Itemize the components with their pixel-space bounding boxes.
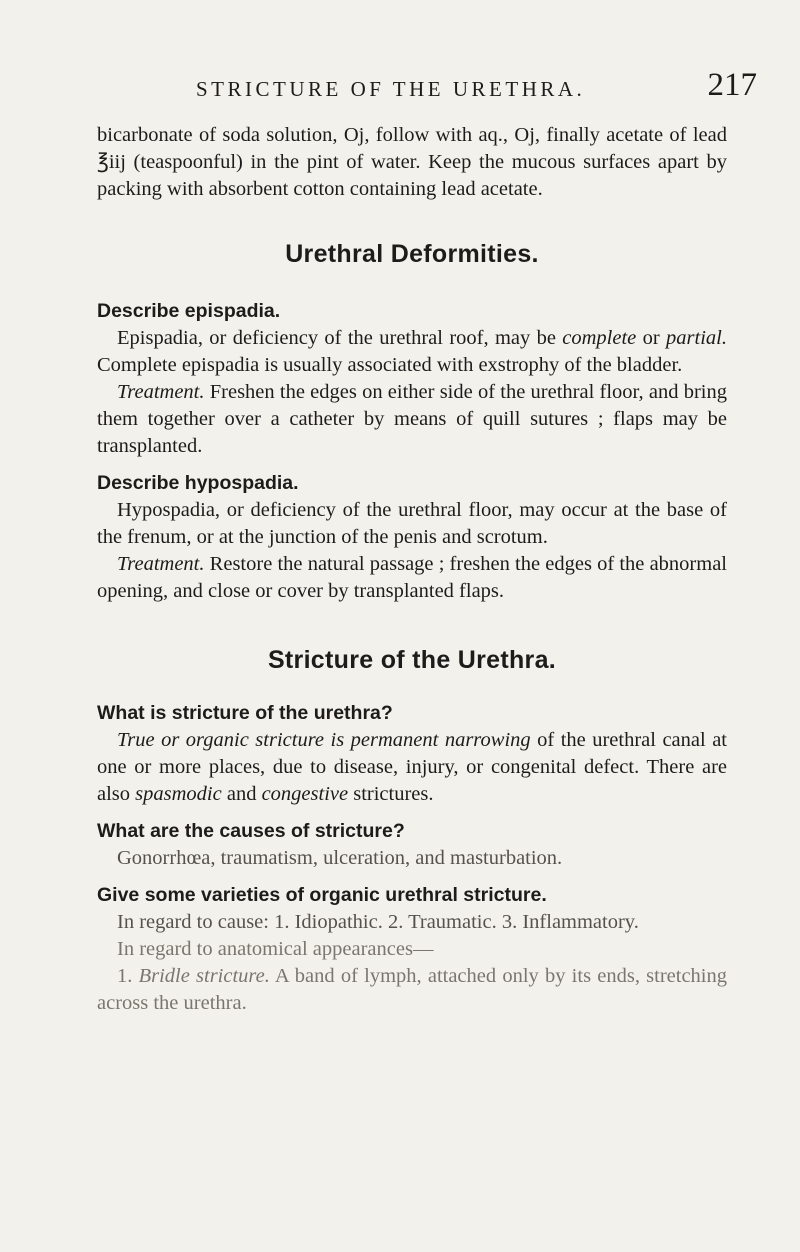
body-text xyxy=(97,122,727,1017)
running-head xyxy=(183,62,763,102)
answer-varieties-anatomical: In regard to anatomical appearances— xyxy=(117,938,434,960)
answer-epispadia: Epispadia, or deficiency of the urethral roof, may be complete or partial. Complete epispadia is usually associated with exstrophy of the bladder. xyxy=(97,327,727,376)
answer-bridle-stricture: 1. Bridle stricture. A band of lymph, attached only by its ends, stretching across the urethra. xyxy=(97,965,727,1014)
answer-varieties-cause: In regard to cause: 1. Idiopathic. 2. Traumatic. 3. Inflammatory. xyxy=(117,911,639,933)
answer-causes: Gonorrhœa, traumatism, ulceration, and masturbation. xyxy=(117,847,563,869)
treatment-epispadia: Treatment. Freshen the edges on either side of the urethral floor, and bring them together over a catheter by means of quill sutures ; flaps may be transplanted. xyxy=(97,381,727,457)
answer-what-is-stricture: True or organic stricture is permanent narrowing of the urethral canal at one or more places, due to disease, injury, or congenital defect. There are also spasmodic and congestive strictures. xyxy=(97,729,727,805)
section-heading-urethral-deformities: Urethral Deformities. xyxy=(285,240,539,268)
paragraph-bicarbonate: bicarbonate of soda solution, Oj, follow with aq., Oj, finally acetate of lead ℥iij (teaspoonful) in the pint of water. Keep the mucous surfaces apart by packing with absorbent cotton containing lead acetate. xyxy=(97,124,727,200)
question-causes: What are the causes of stricture? xyxy=(97,820,405,842)
page-number: 217 xyxy=(707,67,757,103)
section-heading-stricture: Stricture of the Urethra. xyxy=(267,646,557,674)
question-what-is-stricture: What is stricture of the urethra? xyxy=(97,702,393,724)
treatment-hypospadia: Treatment. Restore the natural passage ; freshen the edges of the abnormal opening, and close or cover by transplanted flaps. xyxy=(97,553,727,602)
question-epispadia: Describe epispadia. xyxy=(97,300,281,322)
question-hypospadia: Describe hypospadia. xyxy=(97,472,299,494)
answer-hypospadia: Hypospadia, or deficiency of the urethral floor, may occur at the base of the frenum, or at the junction of the penis and scrotum. xyxy=(97,499,727,548)
question-varieties: Give some varieties of organic urethral stricture. xyxy=(97,884,547,906)
running-head-title: STRICTURE OF THE URETHRA. xyxy=(196,77,586,101)
